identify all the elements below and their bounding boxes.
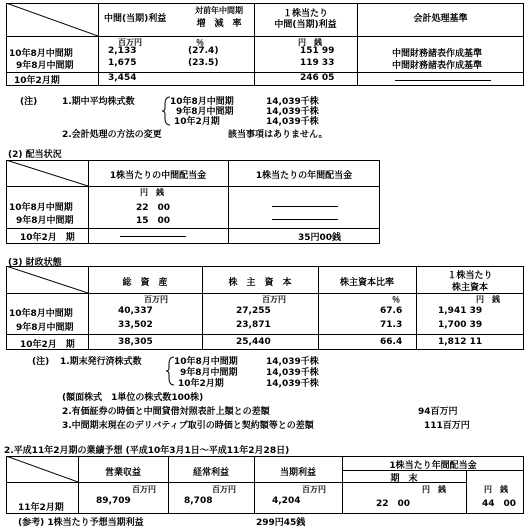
- equity-ratio-value: 67.6: [380, 306, 403, 316]
- par-value-note: (額面株式 1単位の株式数100株): [62, 393, 204, 403]
- divider: [98, 3, 99, 86]
- header-eps: １株当たり: [282, 9, 328, 19]
- unit-percent: ％: [392, 295, 400, 304]
- header-bps-sub: 株主資本: [451, 283, 488, 293]
- equity-value: 27,255: [236, 306, 271, 316]
- share-period: 10年8月中間期: [174, 357, 238, 367]
- equity-value: 25,440: [236, 337, 271, 347]
- header-annual-dividend: 1株当たり年間配当金: [389, 461, 477, 471]
- row-label: 10年2月 期: [20, 233, 75, 243]
- note-item: 2.有価証券の時価と中間貸借対照表計上額との差額: [62, 407, 270, 417]
- bps-value: 1,941 39: [438, 306, 483, 316]
- header-yoy-change: 増 減 率: [196, 19, 242, 29]
- row-label: 10年8月中間期: [9, 49, 73, 59]
- unit-percent: ％: [196, 38, 204, 47]
- note-head: (注): [20, 97, 38, 107]
- yoy-value: (27.4): [188, 46, 219, 56]
- share-period: 10年2月期: [178, 379, 224, 389]
- share-count: 14,039千株: [266, 379, 319, 389]
- divider: [6, 186, 380, 187]
- share-count: 14,039千株: [266, 97, 319, 107]
- share-count: 14,039千株: [266, 117, 319, 127]
- share-count: 14,039千株: [266, 357, 319, 367]
- divider: [6, 36, 524, 37]
- net-income-value: 4,204: [272, 496, 301, 506]
- share-count: 14,039千株: [266, 107, 319, 117]
- annual-dividend-value: 44 00: [482, 499, 517, 509]
- equity-ratio-value: 71.3: [380, 320, 403, 330]
- eps-value: 119 33: [300, 58, 335, 68]
- header-ordinary-income: 経常利益: [192, 468, 229, 478]
- row-label: 11年2月期: [18, 503, 64, 513]
- note-value: 111百万円: [424, 421, 470, 431]
- accounting-basis: 中間財務諸表作成基準: [392, 61, 483, 71]
- interim-profit-value: 3,454: [108, 73, 137, 83]
- header-eps-sub: 中間(当期)利益: [274, 20, 337, 30]
- note-item: 1.期中平均株式数: [62, 97, 135, 107]
- reference-label: (参考) 1株当たり予想当期利益: [18, 518, 144, 528]
- diagonal-corner: [6, 456, 78, 482]
- unit-yen-sen: 円 銭: [476, 295, 500, 304]
- divider: [6, 72, 524, 73]
- note-item: 1.期末発行済株式数: [60, 357, 142, 367]
- interim-dividend-value: 15 00: [136, 216, 171, 226]
- bps-value: 1,812 11: [438, 337, 483, 347]
- row-label: 9年8月中間期: [16, 61, 74, 71]
- divider: [6, 334, 524, 335]
- unit-million-yen: 百万円: [132, 485, 156, 494]
- unit-million-yen: 百万円: [212, 485, 236, 494]
- total-assets-value: 33,502: [118, 320, 153, 330]
- diagonal-corner: [6, 160, 88, 186]
- divider: [6, 228, 380, 229]
- unit-yen-sen: 円 銭: [422, 485, 446, 494]
- dash-placeholder: [272, 219, 338, 220]
- divider: [6, 482, 342, 483]
- total-assets-value: 38,305: [118, 337, 153, 347]
- reference-value: 299円45銭: [256, 518, 306, 528]
- row-label: 10年2月期: [14, 76, 60, 86]
- header-accounting-basis: 会計処理基準: [413, 14, 468, 24]
- term-dividend-value: 22 00: [376, 499, 411, 509]
- header-operating-revenue: 営業収益: [104, 468, 141, 478]
- dash-placeholder: [120, 236, 186, 237]
- interim-profit-value: 1,675: [108, 58, 137, 68]
- row-label: 9年8月中間期: [16, 216, 74, 226]
- section-title: (3) 財政状態: [8, 258, 62, 268]
- header-equity-ratio: 株主資本比率: [339, 278, 394, 288]
- total-assets-value: 40,337: [118, 306, 153, 316]
- header-interim-dividend: 1株当たりの中間配当金: [109, 171, 207, 181]
- note-value: 該当事項はありません。: [228, 130, 328, 140]
- bps-value: 1,700 39: [438, 320, 483, 330]
- equity-value: 23,871: [236, 320, 271, 330]
- header-bps: １株当たり: [447, 271, 493, 281]
- interim-profit-value: 2,133: [108, 46, 137, 56]
- header-total-assets: 総 資 産: [122, 278, 168, 288]
- dash-placeholder: [395, 80, 491, 81]
- header-net-income: 当期利益: [279, 468, 316, 478]
- interim-dividend-value: 22 00: [136, 203, 171, 213]
- unit-million-yen: 百万円: [262, 295, 286, 304]
- row-label: 10年8月中間期: [9, 309, 73, 319]
- section-title: (2) 配当状況: [8, 150, 62, 160]
- share-period: 10年8月中間期: [170, 97, 234, 107]
- note-head: (注): [32, 357, 50, 367]
- unit-yen-sen: 円 銭: [140, 188, 164, 197]
- header-annual-dividend: 1株当たりの年間配当金: [255, 171, 353, 181]
- header-term-end: 期 末: [390, 474, 418, 484]
- unit-yen-sen: 円 銭: [484, 485, 508, 494]
- note-value: 94百万円: [418, 407, 458, 417]
- section-title: 2.平成11年2月期の業績予想 (平成10年3月1日～平成11年2月28日): [4, 446, 290, 456]
- unit-million-yen: 百万円: [302, 485, 326, 494]
- row-label: 10年2月 期: [20, 340, 75, 350]
- unit-yen-sen: 円 銭: [298, 38, 322, 47]
- row-label: 9年8月中間期: [16, 323, 74, 333]
- annual-dividend-value: 35円00銭: [298, 233, 342, 243]
- share-period: 9年8月中間期: [180, 368, 238, 378]
- row-label: 10年8月中間期: [9, 203, 73, 213]
- header-interim-profit: 中間(当期)利益: [104, 14, 167, 24]
- header-equity: 株 主 資 本: [228, 278, 292, 288]
- yoy-value: (23.5): [188, 58, 219, 68]
- share-count: 14,039千株: [266, 368, 319, 378]
- equity-ratio-value: 66.4: [380, 337, 403, 347]
- eps-value: 246 05: [300, 73, 335, 83]
- note-item: 2.会計処理の方法の変更: [62, 130, 162, 140]
- operating-revenue-value: 89,709: [96, 496, 131, 506]
- eps-value: 151 99: [300, 46, 335, 56]
- divider: [466, 470, 467, 514]
- note-item: 3.中間期末現在のデリバティブ取引の時価と契約額等との差額: [62, 421, 314, 431]
- dash-placeholder: [272, 206, 338, 207]
- header-yoy: 対前年中間期: [195, 6, 243, 15]
- unit-million-yen: 百万円: [144, 295, 168, 304]
- unit-million-yen: 百万円: [118, 38, 142, 47]
- accounting-basis: 中間財務諸表作成基準: [392, 49, 483, 59]
- share-period: 9年8月中間期: [176, 107, 234, 117]
- diagonal-corner: [6, 3, 98, 36]
- ordinary-income-value: 8,708: [184, 496, 213, 506]
- share-period: 10年2月期: [174, 117, 220, 127]
- diagonal-corner: [6, 266, 88, 293]
